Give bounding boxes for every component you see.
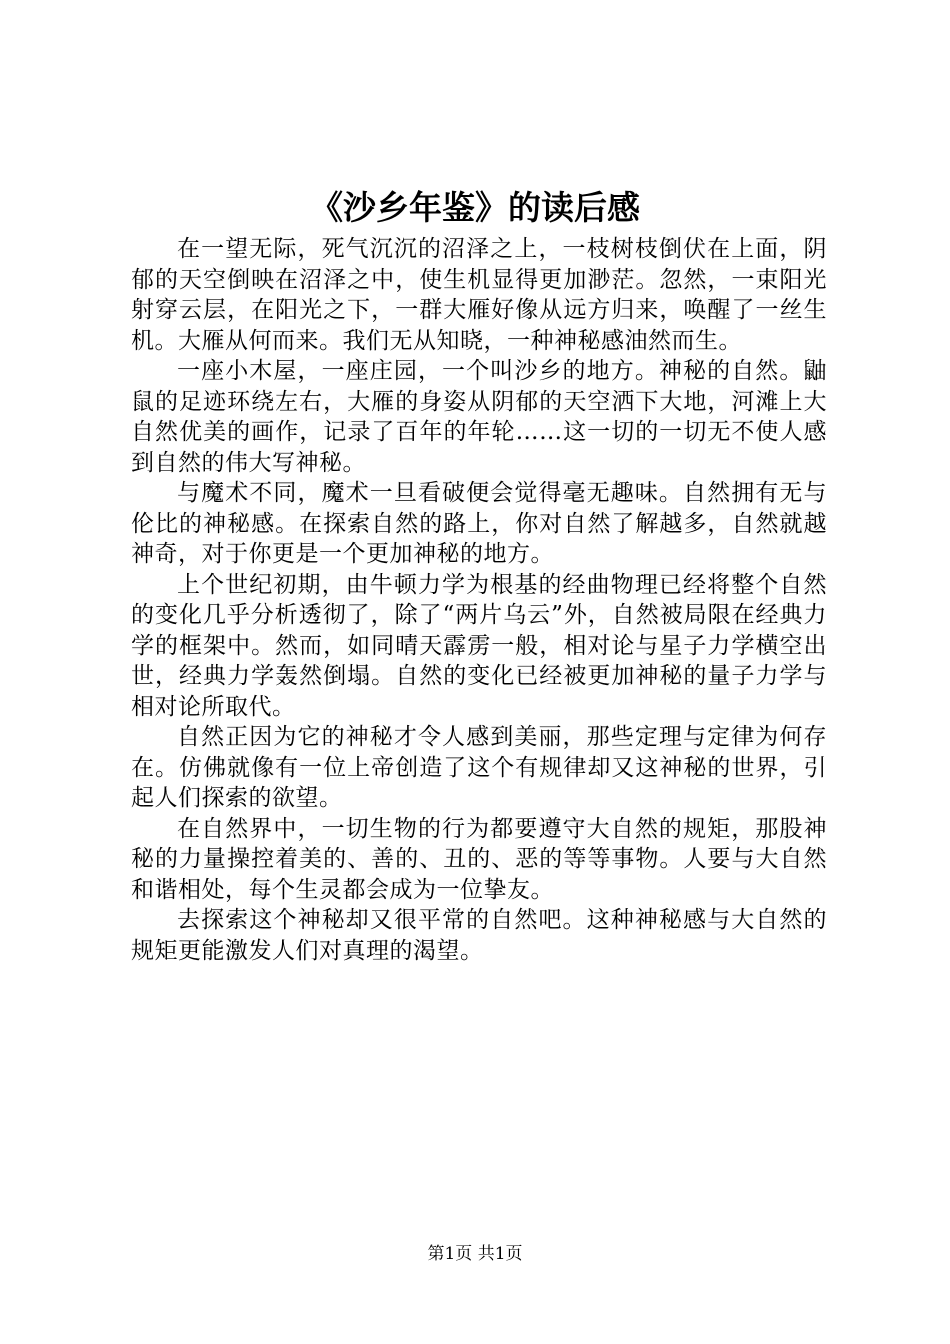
page-footer: 第1页 共1页 — [427, 1244, 523, 1264]
paragraph-1: 在一望无际，死气沉沉的沼泽之上，一枝树枝倒伏在上面，阴郁的天空倒映在沼泽之中，使生机显得更加渺茫。忽然，一束阳光射穿云层，在阳光之下，一群大雁好像从远方归来，唤醒了一丝生机。大雁从何而来。我们无从知晓，一种神秘感油然而生。 — [131, 236, 827, 354]
document-title: 《沙乡年鉴》的读后感 — [310, 188, 640, 227]
paragraph-7: 去探索这个神秘却又很平常的自然吧。这种神秘感与大自然的规矩更能激发人们对真理的渴望。 — [131, 907, 827, 964]
document-body — [131, 234, 827, 966]
paragraph-6: 在自然界中，一切生物的行为都要遵守大自然的规矩，那股神秘的力量操控着美的、善的、丑的、恶的等等事物。人要与大自然和谐相处，每个生灵都会成为一位挚友。 — [131, 815, 827, 903]
paragraph-4: 上个世纪初期，由牛顿力学为根基的经曲物理已经将整个自然的变化几乎分析透彻了，除了“两片乌云”外，自然被局限在经典力学的框架中。然而，如同晴天霹雳一般，相对论与星子力学横空出世，经典力学轰然倒塌。自然的变化已经被更加神秘的量子力学与相对论所取代。 — [131, 571, 827, 720]
paragraph-3: 与魔术不同，魔术一旦看破便会觉得毫无趣味。自然拥有无与伦比的神秘感。在探索自然的路上，你对自然了解越多，自然就越神奇，对于你更是一个更加神秘的地方。 — [131, 480, 827, 567]
paragraph-2: 一座小木屋，一座庄园，一个叫沙乡的地方。神秘的自然。鼬鼠的足迹环绕左右，大雁的身姿从阴郁的天空洒下大地，河滩上大自然优美的画作，记录了百年的年轮……这一切的一切无不使人感到自然的伟大写神秘。 — [131, 358, 827, 476]
paragraph-5: 自然正因为它的神秘才令人感到美丽，那些定理与定律为何存在。仿佛就像有一位上帝创造了这个有规律却又这神秘的世界，引起人们探索的欲望。 — [131, 724, 827, 811]
